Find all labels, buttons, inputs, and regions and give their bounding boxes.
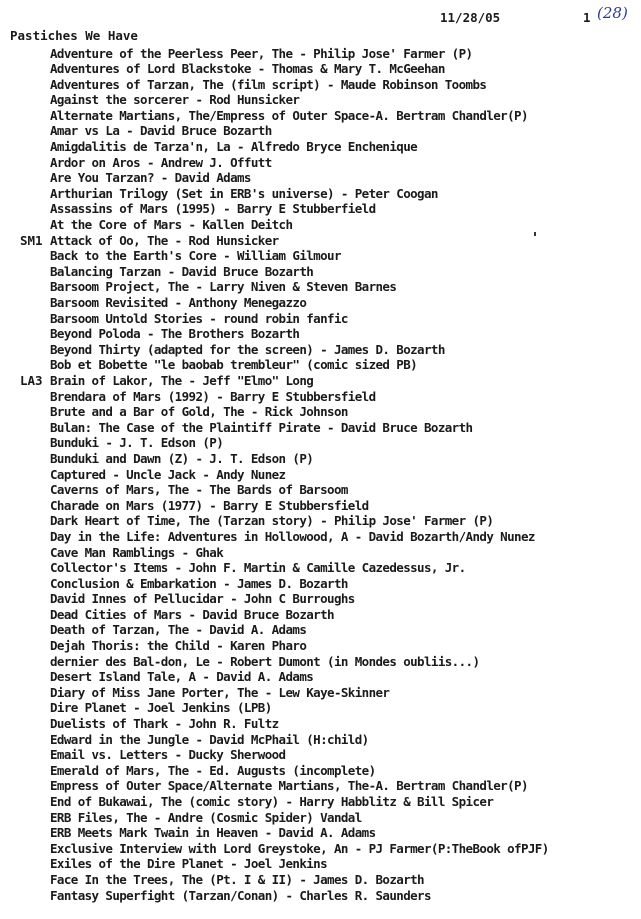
entry-text: Empress of Outer Space/Alternate Martians, The-A. Bertram Chandler(P) [50,778,528,794]
list-item [0,778,641,794]
entry-text: Bunduki and Dawn (Z) - J. T. Edson (P) [50,450,314,466]
list-item [0,841,641,857]
page-number: 1 [583,10,591,25]
entry-text: Duelists of Thark - John R. Fultz [50,716,279,732]
list-item [0,872,641,888]
entry-text: Brain of Lakor, The - Jeff "Elmo" Long [50,372,314,388]
list-item [0,856,641,872]
entry-text: Dead Cities of Mars - David Bruce Bozarth [50,606,334,622]
entry-text: Attack of Oo, The - Rod Hunsicker [50,232,279,248]
list-item [0,248,641,264]
list-item [0,638,641,654]
entry-text: Collector's Items - John F. Martin & Camille Cazedessus, Jr. [50,560,466,576]
entry-text: Against the sorcerer - Rod Hunsicker [50,92,300,108]
list-item [0,591,641,607]
list-item [0,123,641,139]
entry-text: Charade on Mars (1977) - Barry E Stubbersfield [50,497,369,513]
entry-text: At the Core of Mars - Kallen Deitch [50,217,293,233]
pastiche-list [0,46,641,904]
list-item [0,201,641,217]
list-item [0,139,641,155]
list-item [0,545,641,561]
list-item [0,700,641,716]
list-item [0,170,641,186]
list-item [0,669,641,685]
entry-text: Bulan: The Case of the Plaintiff Pirate - David Bruce Bozarth [50,419,473,435]
entry-text: Balancing Tarzan - David Bruce Bozarth [50,263,314,279]
list-item [0,763,641,779]
entry-text: Diary of Miss Jane Porter, The - Lew Kaye-Skinner [50,684,390,700]
list-item [0,217,641,233]
entry-text: ERB Files, The - Andre (Cosmic Spider) Vandal [50,809,362,825]
list-item [0,685,641,701]
list-item [0,435,641,451]
list-item [0,311,641,327]
entry-text: Day in the Life: Adventures in Hollowood, A - David Bozarth/Andy Nunez [50,528,535,544]
list-item [0,404,641,420]
entry-text: dernier des Bal-don, Le - Robert Dumont (in Mondes oubliis...) [50,653,480,669]
entry-text: Exiles of the Dire Planet - Joel Jenkins [50,856,328,872]
entry-code: LA3 [20,372,43,388]
entry-text: Adventures of Tarzan, The (film script) - Maude Robinson Toombs [50,76,487,92]
entry-text: Ardor on Aros - Andrew J. Offutt [50,154,272,170]
list-item [0,92,641,108]
list-item [0,61,641,77]
list-item [0,233,641,249]
entry-text: Exclusive Interview with Lord Greystoke, An - PJ Farmer(P:TheBook ofPJF) [50,840,549,856]
entry-text: Captured - Uncle Jack - Andy Nunez [50,466,286,482]
list-item [0,607,641,623]
entry-text: Bob et Bobette "le baobab trembleur" (comic sized PB) [50,357,418,373]
entry-text: Alternate Martians, The/Empress of Outer Space-A. Bertram Chandler(P) [50,107,528,123]
entry-text: Amar vs La - David Bruce Bozarth [50,123,272,139]
entry-text: Dark Heart of Time, The (Tarzan story) - Philip Jose' Farmer (P) [50,513,494,529]
entry-text: Edward in the Jungle - David McPhail (H:child) [50,731,369,747]
list-item [0,279,641,295]
entry-text: Are You Tarzan? - David Adams [50,170,251,186]
entry-text: Email vs. Letters - Ducky Sherwood [50,747,286,763]
list-item [0,342,641,358]
list-item [0,810,641,826]
list-item [0,498,641,514]
list-item [0,716,641,732]
entry-text: Conclusion & Embarkation - James D. Bozarth [50,575,348,591]
list-item [0,529,641,545]
list-item [0,451,641,467]
list-item [0,467,641,483]
entry-text: Back to the Earth's Core - William Gilmour [50,248,341,264]
list-item [0,888,641,904]
list-item [0,389,641,405]
scan-speck [534,232,536,236]
entry-text: Fantasy Superfight (Tarzan/Conan) - Charles R. Saunders [50,887,431,903]
list-item [0,420,641,436]
list-item [0,513,641,529]
page-title: Pastiches We Have [10,28,138,43]
list-item [0,46,641,62]
list-item [0,264,641,280]
list-item [0,747,641,763]
list-item [0,186,641,202]
list-item [0,482,641,498]
entry-text: Brute and a Bar of Gold, The - Rick Johnson [50,404,348,420]
list-item [0,732,641,748]
entry-text: End of Bukawai, The (comic story) - Harry Habblitz & Bill Spicer [50,794,494,809]
entry-text: Beyond Thirty (adapted for the screen) - James D. Bozarth [50,341,445,357]
entry-text: ERB Meets Mark Twain in Heaven - David A. Adams [50,825,376,841]
list-item [0,326,641,342]
list-item [0,794,641,810]
entry-text: Assassins of Mars (1995) - Barry E Stubberfield [50,201,376,217]
entry-code: SM1 [20,232,43,248]
list-item [0,155,641,171]
entry-text: Brendara of Mars (1992) - Barry E Stubbersfield [50,388,376,404]
list-item [0,295,641,311]
list-item [0,108,641,124]
entry-text: Dire Planet - Joel Jenkins (LPB) [50,700,272,716]
entry-text: Adventure of the Peerless Peer, The - Philip Jose' Farmer (P) [50,45,473,61]
list-item [0,373,641,389]
entry-text: Adventures of Lord Blackstoke - Thomas & Mary T. McGeehan [50,61,445,77]
list-item [0,654,641,670]
list-item [0,825,641,841]
handwritten-page-note: (28) [597,4,628,22]
document-date: 11/28/05 [440,10,501,25]
entry-text: Bunduki - J. T. Edson (P) [50,435,224,451]
entry-text: Arthurian Trilogy (Set in ERB's universe) - Peter Coogan [50,185,438,201]
entry-text: Beyond Poloda - The Brothers Bozarth [50,326,300,342]
entry-text: Amigdalitis de Tarza'n, La - Alfredo Bryce Enchenique [50,139,418,155]
list-item [0,77,641,93]
entry-text: Dejah Thoris: the Child - Karen Pharo [50,638,307,654]
list-item [0,622,641,638]
list-item [0,576,641,592]
entry-text: Barsoom Project, The - Larry Niven & Steven Barnes [50,279,397,295]
entry-text: Barsoom Untold Stories - round robin fanfic [50,310,348,326]
list-item [0,357,641,373]
entry-text: Death of Tarzan, The - David A. Adams [50,622,307,638]
entry-text: Cave Man Ramblings - Ghak [50,544,224,560]
entry-text: Barsoom Revisited - Anthony Menegazzo [50,295,307,310]
list-item [0,560,641,576]
entry-text: Desert Island Tale, A - David A. Adams [50,669,314,685]
entry-text: Emerald of Mars, The - Ed. Augusts (incomplete) [50,762,376,778]
entry-text: David Innes of Pellucidar - John C Burroughs [50,591,355,607]
entry-text: Face In the Trees, The (Pt. I & II) - James D. Bozarth [50,871,424,887]
entry-text: Caverns of Mars, The - The Bards of Barsoom [50,482,348,498]
